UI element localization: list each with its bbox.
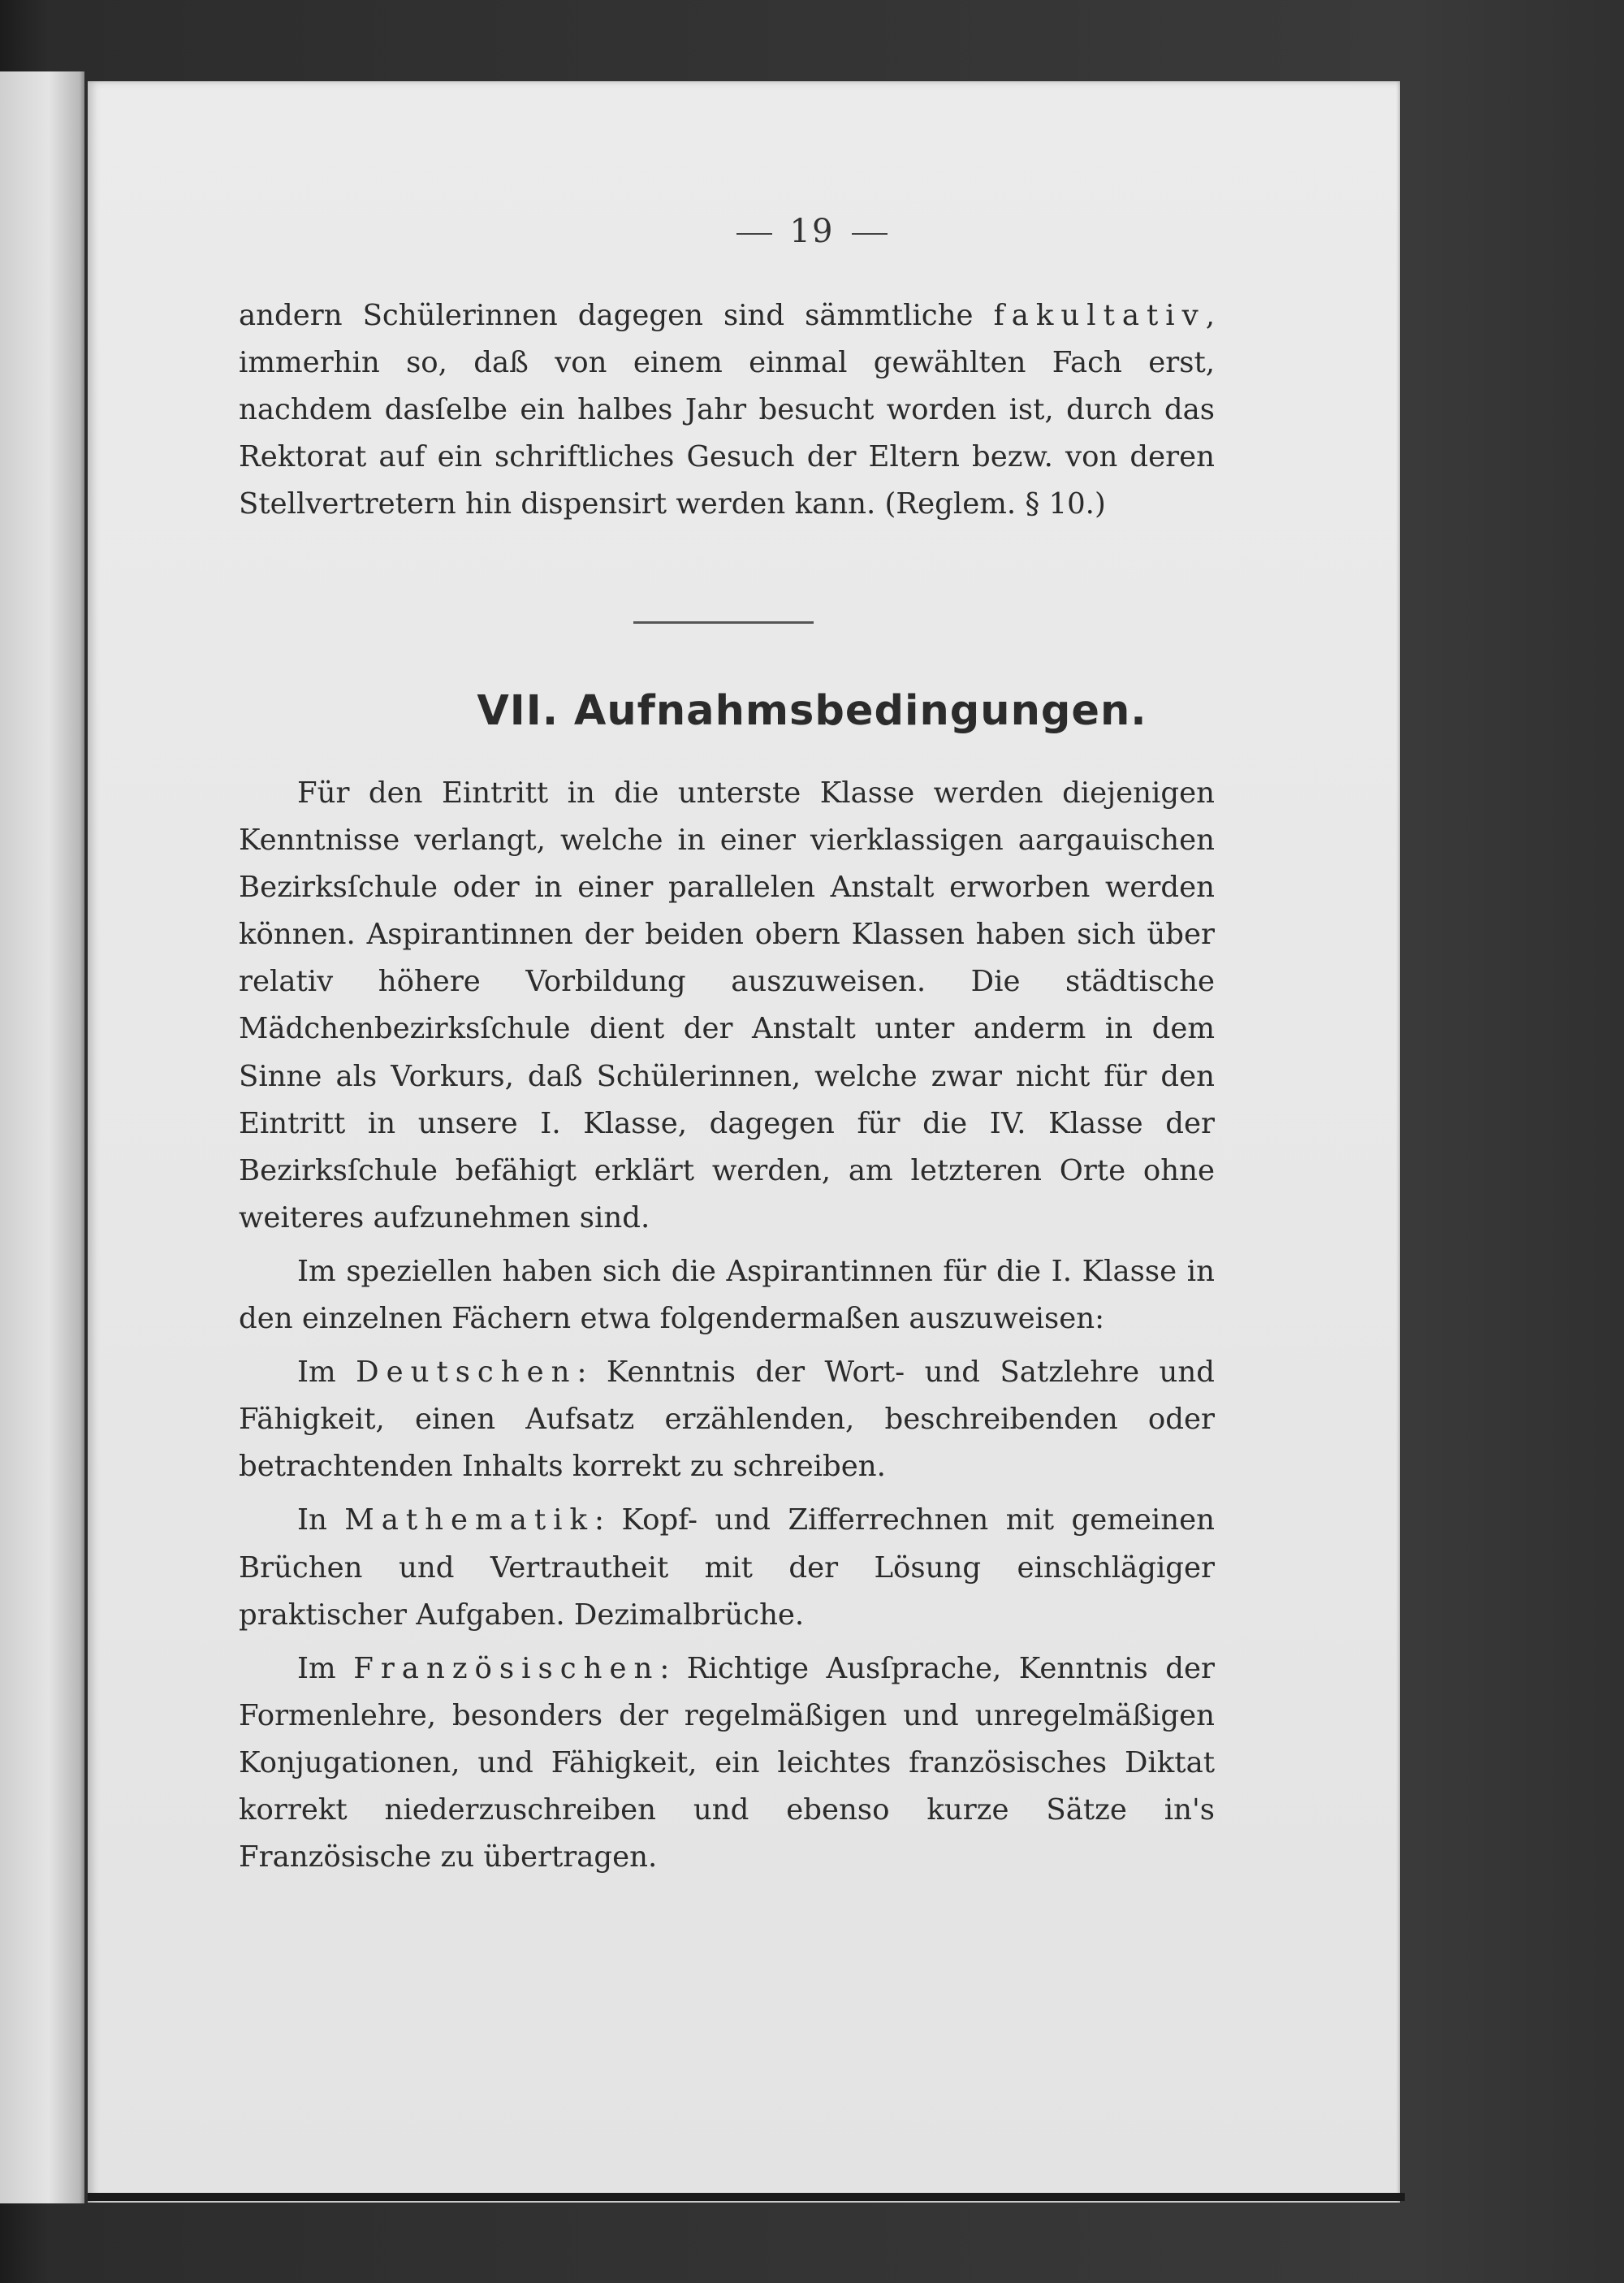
math-subject: Mathematik xyxy=(344,1503,595,1537)
intro-spaced-word: fakultativ xyxy=(993,299,1206,332)
french-subject: Französischen xyxy=(353,1651,660,1685)
paragraph-french xyxy=(239,1645,1215,1881)
german-subject: Deutschen xyxy=(356,1356,577,1390)
paragraph-mathematics xyxy=(239,1497,1215,1638)
folio-dash-right xyxy=(852,233,888,235)
paragraph-admission: Für den Eintritt in die unterste Klasse werden diejenigen Kenntnisse verlangt, welche in einer vierklassigen aargauischen Bezirksſchule oder in einer parallelen Anstalt erworben werden können. Aspirantinnen der beiden obern Klassen haben sich über relativ höhere Vorbildung auszuweisen. Die städtische Mädchenbezirksſchule dient der Anstalt unter anderm in dem Sinne als Vorkurs, daß Schülerinnen, welche zwar nicht für den Eintritt in unsere I. Klasse, dagegen für die IV. Klasse der Bezirksſchule befähigt erklärt werden, am letzteren Orte ohne weiteres aufzunehmen sind. xyxy=(239,776,1215,1234)
german-body: : Kenntnis der Wort- und Satzlehre und Fähigkeit, einen Aufsatz erzählenden, beschreibenden oder betrachtenden Inhalts korrekt zu schreiben. xyxy=(239,1356,1215,1484)
intro-rest: , immerhin so, daß von einem einmal gewählten Fach erst, nachdem dasſelbe ein halbes Jahr besucht worden ist, durch das Rektorat auf ein schriftliches Gesuch der Eltern bezw. von deren Stellvertretern hin dispensirt werden kann. (Reglem. § 10.) xyxy=(239,299,1215,521)
body-text xyxy=(239,770,1215,1881)
math-body: : Kopf- und Zifferrechnen mit gemeinen Brüchen und Vertrautheit mit der Lösung einschlägiger praktischer Aufgaben. Dezimalbrüche. xyxy=(239,1503,1216,1632)
intro-start: andern Schülerinnen dagegen sind sämmtliche xyxy=(239,299,994,332)
math-lead: In xyxy=(297,1503,345,1537)
page-number-header xyxy=(0,213,1624,250)
paragraph-german xyxy=(239,1349,1215,1490)
intro-paragraph-block xyxy=(239,292,1215,528)
section-divider xyxy=(633,621,814,624)
page-bottom-edge xyxy=(88,2193,1405,2201)
french-body: : Richtige Ausſprache, Kenntnis der Formenlehre, besonders der regelmäßigen und unregelmäßigen Konjugationen, und Fähigkeit, ein leichtes französisches Diktat korrekt niederzuschreiben und ebenso kurze Sätze in's Französische zu übertragen. xyxy=(239,1651,1215,1874)
french-lead: Im xyxy=(297,1651,354,1685)
page-number: 19 xyxy=(789,213,835,250)
previous-page-edge xyxy=(0,71,84,2203)
section-title: VII. Aufnahmsbedingungen. xyxy=(477,687,1147,735)
german-lead: Im xyxy=(297,1356,356,1390)
intro-paragraph xyxy=(239,292,1215,528)
folio-dash-left xyxy=(736,233,772,235)
paragraph-requirements: Im speziellen haben sich die Aspirantinnen für die I. Klasse in den einzelnen Fächern etwa folgendermaßen auszuweisen: xyxy=(239,1254,1215,1336)
